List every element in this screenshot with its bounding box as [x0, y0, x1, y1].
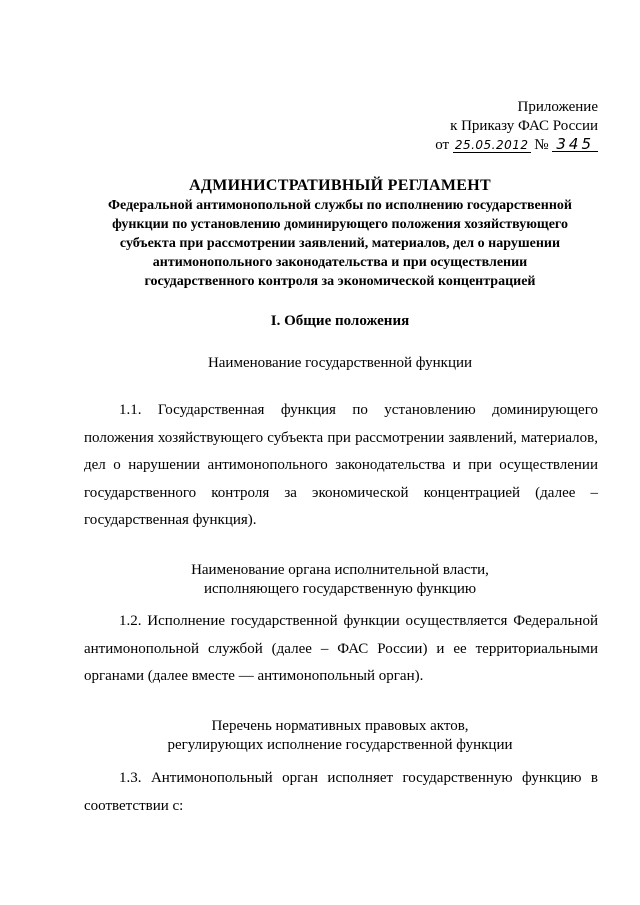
- appendix-label: Приложение: [517, 99, 598, 115]
- appendix-header: [435, 98, 598, 155]
- document-title: [70, 176, 610, 291]
- subsection-authority-line-1: Наименование органа исполнительной власти,: [191, 562, 489, 578]
- handwritten-date: 25.05.2012: [454, 138, 529, 152]
- subsection-legal-acts-line-2: регулирующих исполнение государственной функции: [167, 737, 513, 753]
- appendix-date-line: [435, 136, 598, 155]
- handwritten-number: 345: [552, 138, 598, 152]
- subsection-heading-legal-acts: [70, 717, 610, 755]
- section-heading: I. Общие положения: [270, 313, 410, 329]
- date-prefix: от: [435, 137, 450, 153]
- title-line-2: функции по установлению доминирующего положения хозяйствующего: [112, 217, 568, 232]
- number-sign: №: [534, 137, 549, 153]
- subsection-heading-function-name: Наименование государственной функции: [207, 355, 473, 371]
- appendix-order-ref: к Приказу ФАС России: [450, 118, 598, 134]
- title-main: АДМИНИСТРАТИВНЫЙ РЕГЛАМЕНТ: [189, 177, 491, 194]
- subsection-authority-line-2: исполняющего государственную функцию: [203, 581, 477, 597]
- subsection-heading-authority: [70, 561, 610, 599]
- paragraph-1-1: 1.1. Государственная функция по установлению доминирующего положения хозяйствующего субъекта при рассмотрении заявлений, материалов, дел о нарушении антимонопольного законодательства и при осуществлении государственного контроля за экономической концентрацией (далее – государственная функция).: [84, 402, 598, 528]
- title-line-4: антимонопольного законодательства и при осуществлении: [152, 255, 528, 270]
- title-line-5: государственного контроля за экономической концентрацией: [144, 274, 536, 289]
- paragraph-1-3: 1.3. Антимонопольный орган исполняет государственную функцию в соответствии с:: [84, 770, 598, 814]
- title-line-1: Федеральной антимонопольной службы по исполнению государственной: [108, 198, 572, 213]
- subsection-legal-acts-line-1: Перечень нормативных правовых актов,: [211, 718, 469, 734]
- paragraph-1-2: 1.2. Исполнение государственной функции осуществляется Федеральной антимонопольной службой (далее – ФАС России) и ее территориальными органами (далее вместе — антимонопольный орган).: [84, 613, 598, 684]
- title-line-3: субъекта при рассмотрении заявлений, материалов, дел о нарушении: [119, 236, 561, 251]
